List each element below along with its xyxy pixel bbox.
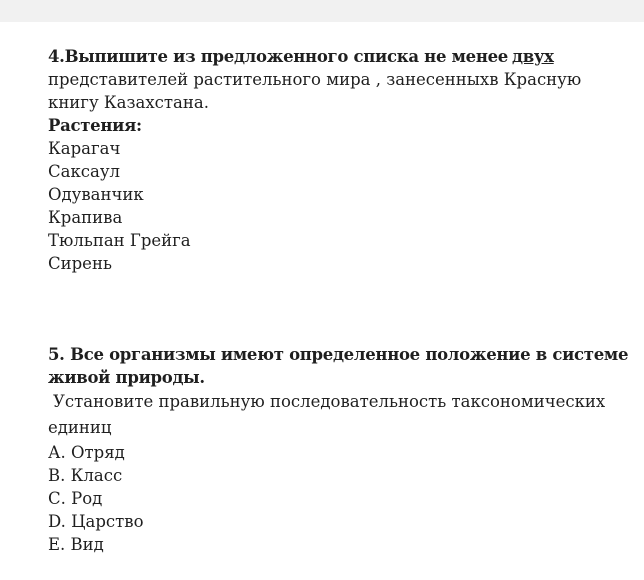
option-item: А. Отряд xyxy=(48,443,125,462)
question-4-underlined-word: двух xyxy=(512,47,554,66)
question-4-text-line-1: представителей растительного мира , занесенныхв Красную xyxy=(48,70,582,89)
question-4-title xyxy=(48,45,624,68)
plant-item: Одуванчик xyxy=(48,185,144,204)
option-item: D. Царство xyxy=(48,512,144,531)
question-4 xyxy=(48,45,624,275)
question-4-title-text: 4.Выпишите из предложенного списка не менее xyxy=(48,47,508,66)
question-5-instruction-line-1: Установите правильную последовательность таксономических xyxy=(53,392,606,411)
option-item: С. Род xyxy=(48,489,103,508)
question-5-title-line-1: 5. Все организмы имеют определенное положение в системе xyxy=(48,345,629,364)
plant-item: Саксаул xyxy=(48,162,121,181)
top-margin-band xyxy=(0,0,644,22)
option-item: В. Класс xyxy=(48,466,123,485)
question-4-text-line-2: книгу Казахстана. xyxy=(48,93,209,112)
plant-item: Сирень xyxy=(48,254,112,273)
question-5-title-line-2: живой природы. xyxy=(48,368,205,387)
plants-heading: Растения: xyxy=(48,116,142,135)
plant-item: Карагач xyxy=(48,139,121,158)
question-5 xyxy=(48,343,629,556)
plant-item: Крапива xyxy=(48,208,123,227)
question-5-instruction-line-2: единиц xyxy=(48,418,112,437)
option-item: Е. Вид xyxy=(48,535,104,554)
plant-item: Тюльпан Грейга xyxy=(48,231,191,250)
